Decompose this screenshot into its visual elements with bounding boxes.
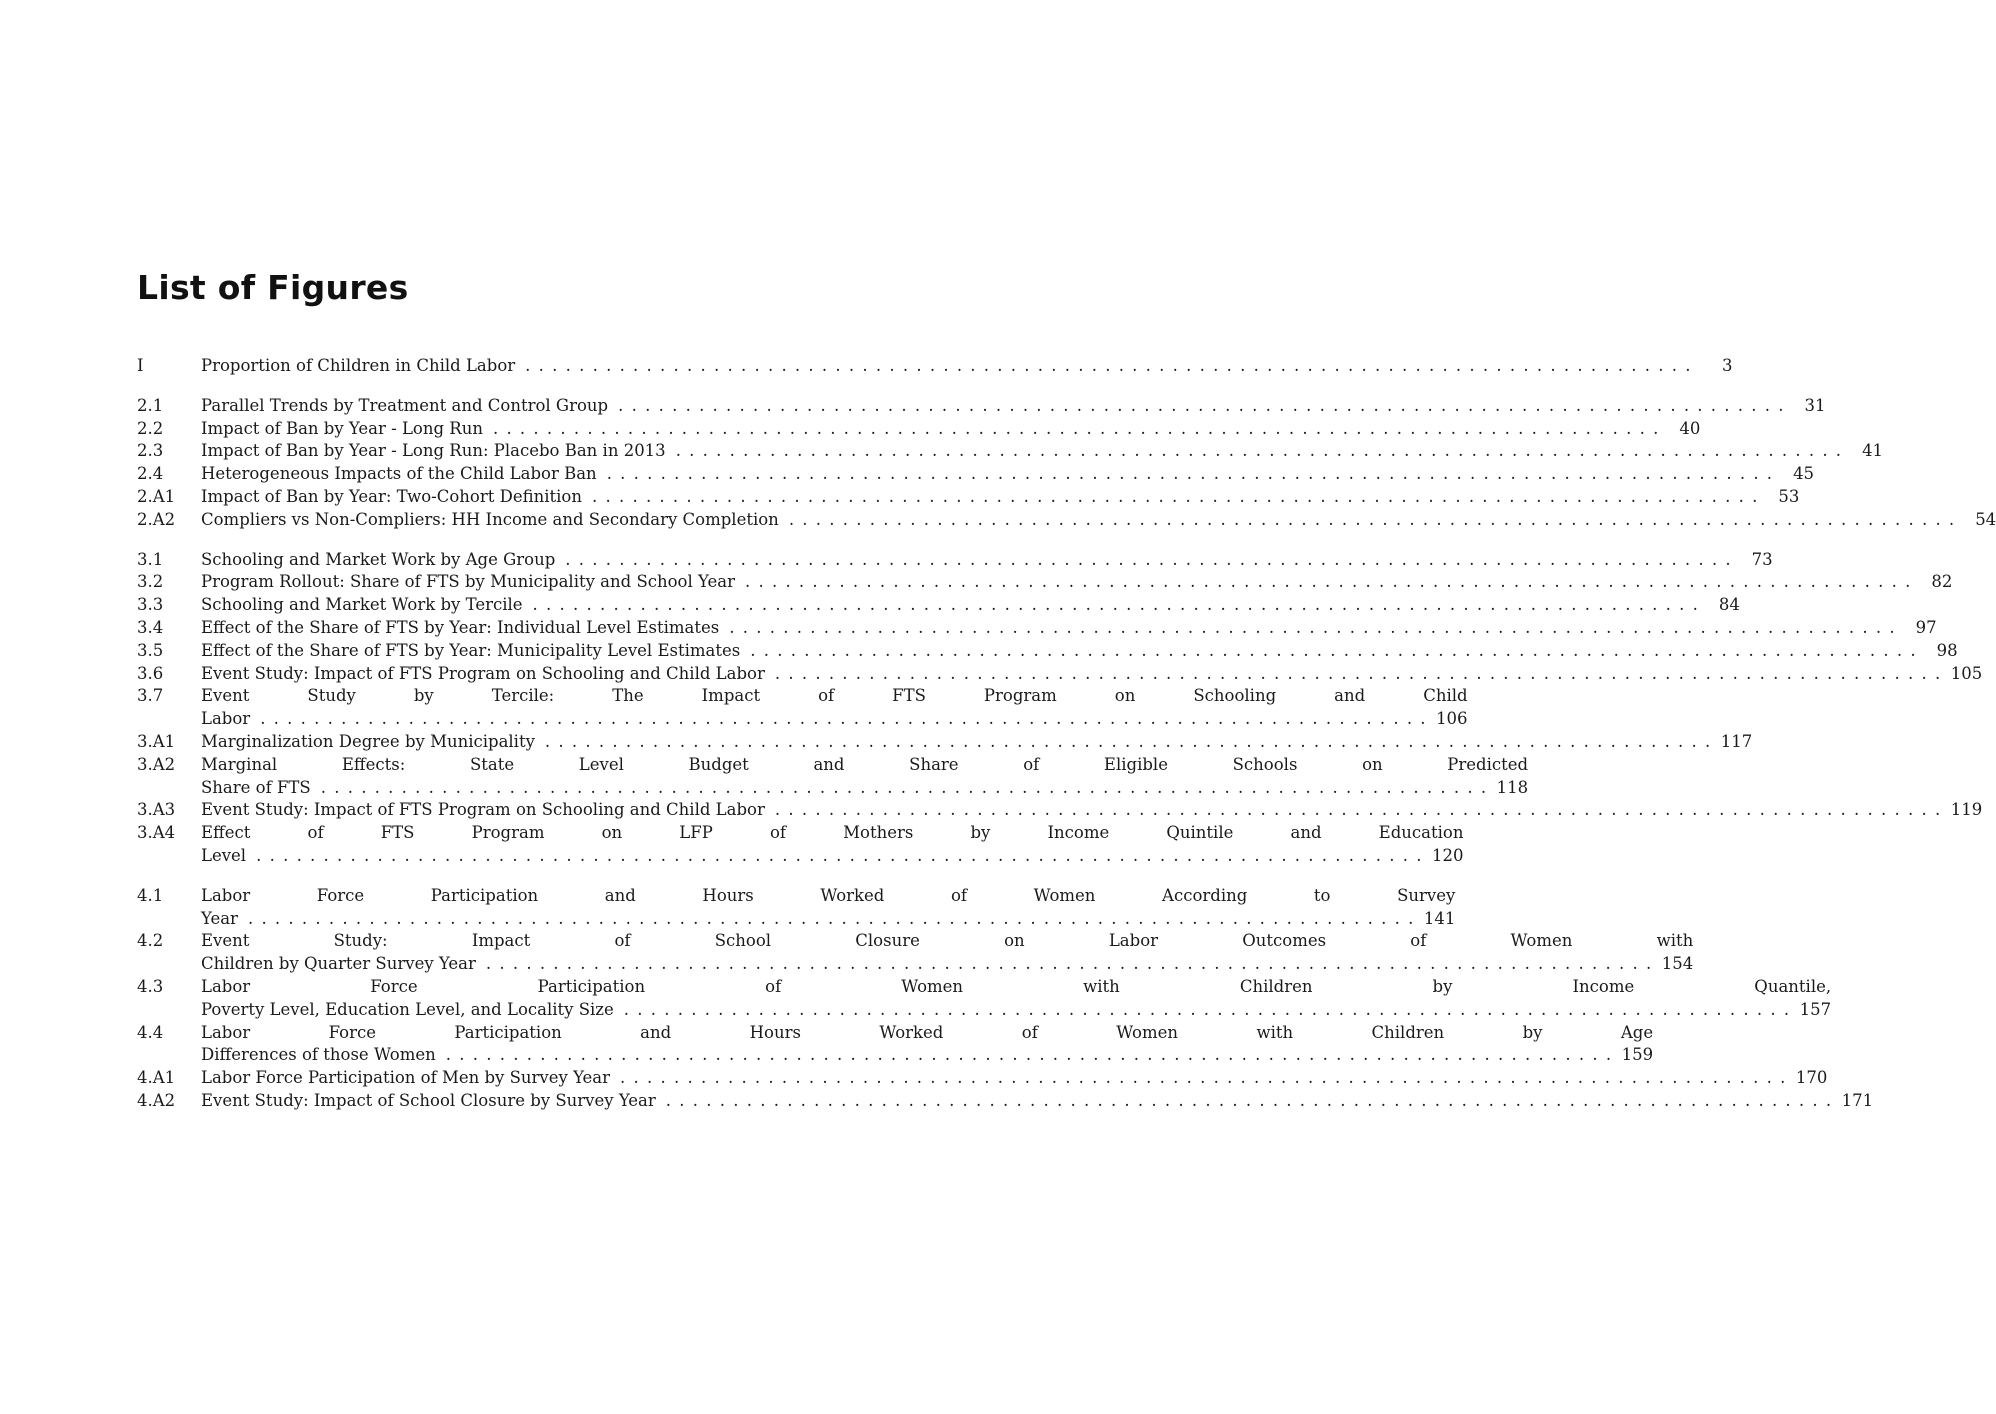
figure-number: I [137,356,144,375]
page-number: 54 [1975,509,1996,529]
figure-title-line: Schooling and Market Work by Tercile [201,595,523,615]
figure-title-line: Event Study: Impact of School Closure by Survey Year [201,1090,656,1110]
figure-title-line: Proportion of Children in Child Labor [201,356,516,375]
page-number: 170 [1795,1068,1828,1088]
page-number: 53 [1778,486,1800,506]
figure-number: 4.A1 [137,1068,176,1088]
dot-leader [620,1067,1785,1090]
figure-number: 4.3 [137,976,164,996]
figure-group [137,885,1874,1113]
figure-title-line: Labor Force Participation and Hours Worked of Women with Children by Age [201,1022,1654,1042]
figure-entry[interactable] [137,1022,1654,1068]
figure-title-line: Schooling and Market Work by Age Group [201,549,556,569]
figure-title-line: Labor Force Participation and Hours Worked of Women According to Survey [201,885,1456,905]
figure-title-line: Effect of the Share of FTS by Year: Individual Level Estimates [201,617,720,637]
figure-title-line: Poverty Level, Education Level, and Locality Size [201,999,614,1019]
figure-entry[interactable] [137,395,1826,418]
page-number: 31 [1804,395,1826,415]
figure-entry[interactable] [137,440,1884,463]
page-number: 141 [1423,908,1456,928]
figure-title-line: Parallel Trends by Treatment and Control Group [201,395,609,415]
figure-number: 3.A1 [137,731,176,751]
figure-entry[interactable] [137,418,1701,441]
figure-number: 2.A1 [137,486,176,506]
dot-leader [486,953,1651,976]
page-number: 3 [1722,356,1733,375]
figure-title-line: Differences of those Women [201,1045,436,1065]
figure-entry[interactable] [137,594,1740,617]
figure-number: 4.A2 [137,1090,176,1110]
page-number: 117 [1720,731,1753,751]
figure-entry[interactable] [137,617,1937,640]
figure-title-line: Year [201,908,238,928]
figure-group [137,549,1983,868]
figure-number: 4.2 [137,931,164,951]
dot-leader [260,708,1425,731]
dot-leader [750,640,1915,663]
figure-number: 3.5 [137,640,164,660]
page-number: 105 [1950,663,1983,683]
figure-entry[interactable] [137,663,1983,686]
dot-leader [775,799,1940,822]
figure-number: 3.3 [137,595,164,615]
figure-title-line: Heterogeneous Impacts of the Child Labor Ban [201,464,597,484]
page-number: 159 [1621,1045,1654,1065]
figure-group [137,395,1996,532]
figure-entry[interactable] [137,549,1773,572]
figure-title-line: Impact of Ban by Year - Long Run [201,418,483,438]
page-number: 41 [1862,441,1884,461]
figure-number: 3.A2 [137,754,176,774]
figure-number: 3.7 [137,686,164,706]
page-number: 40 [1679,418,1701,438]
figure-title-line: Marginal Effects: State Level Budget and Share of Eligible Schools on Predicted [201,754,1529,774]
figure-entry[interactable] [137,754,1529,800]
dot-leader [256,845,1421,868]
figure-entry[interactable] [137,463,1815,486]
page-number: 120 [1431,845,1464,865]
dot-leader [789,509,1954,532]
figure-title-line: Labor Force Participation of Women with Children by Income Quantile, [201,976,1832,996]
figure-entry[interactable] [137,822,1464,868]
figure-number: 2.3 [137,441,164,461]
figure-title-line: Effect of the Share of FTS by Year: Municipality Level Estimates [201,640,741,660]
figure-title-line: Impact of Ban by Year: Two-Cohort Definition [201,486,582,506]
figure-title-line: Children by Quarter Survey Year [201,954,476,974]
figure-title-line: Labor [201,709,251,729]
dot-leader [533,594,1698,617]
figure-title-line: Share of FTS [201,777,311,797]
dot-leader [446,1044,1611,1067]
page-number: 73 [1751,549,1773,569]
dot-leader [248,908,1413,931]
page-number: 45 [1793,464,1815,484]
dot-leader [565,549,1730,572]
figure-number: 3.A3 [137,800,176,820]
figure-number: 2.A2 [137,509,176,529]
dot-leader [525,355,1690,378]
figure-number: 3.4 [137,617,164,637]
figure-entry[interactable] [137,355,1733,378]
page-number: 106 [1436,709,1468,729]
page-number: 98 [1936,640,1958,660]
figure-entry[interactable] [137,976,1832,1022]
page-number: 154 [1661,954,1694,974]
page-number: 118 [1496,777,1529,797]
figure-group [137,355,1733,378]
figure-entry[interactable] [137,799,1983,822]
figure-title-line: Effect of FTS Program on LFP of Mothers by Income Quintile and Education [201,823,1464,843]
dot-leader [321,777,1486,800]
page-number: 171 [1841,1090,1874,1110]
dot-leader [618,395,1783,418]
figure-title-line: Level [201,845,247,865]
dot-leader [666,1090,1831,1113]
figure-number: 4.1 [137,885,164,905]
figure-number: 2.1 [137,395,164,415]
figure-entry[interactable] [137,1090,1874,1113]
page-number: 97 [1915,617,1937,637]
figure-number: 4.4 [137,1022,164,1042]
figure-number: 3.2 [137,572,164,592]
figure-title-line: Event Study: Impact of School Closure on Labor Outcomes of Women with [201,931,1694,951]
dot-leader [729,617,1894,640]
dot-leader [775,663,1940,686]
dot-leader [592,486,1757,509]
figure-title-line: Marginalization Degree by Municipality [201,731,535,751]
figure-title-line: Compliers vs Non-Compliers: HH Income and Secondary Completion [201,509,779,529]
figure-entry[interactable] [137,486,1800,509]
dot-leader [545,731,1710,754]
figure-entry[interactable] [137,685,1468,731]
figure-number: 3.6 [137,663,164,683]
dot-leader [676,440,1841,463]
figure-entry[interactable] [137,640,1958,663]
figure-number: 2.2 [137,418,164,438]
figure-entry[interactable] [137,571,1953,594]
figure-entry[interactable] [137,509,1996,532]
figure-number: 3.1 [137,549,164,569]
list-of-figures [137,355,1996,1113]
dot-leader [745,571,1910,594]
figure-title-line: Impact of Ban by Year - Long Run: Placebo Ban in 2013 [201,441,666,461]
figure-number: 2.4 [137,464,164,484]
figure-entry[interactable] [137,1067,1828,1090]
page-number: 157 [1799,999,1832,1019]
dot-leader [493,418,1658,441]
page-number: 84 [1718,595,1740,615]
figure-entry[interactable] [137,930,1694,976]
figure-title-line: Labor Force Participation of Men by Survey Year [201,1068,611,1088]
figure-entry[interactable] [137,731,1753,754]
dot-leader [607,463,1772,486]
page-number: 119 [1950,800,1983,820]
page-number: 82 [1931,572,1953,592]
dot-leader [624,999,1789,1022]
figure-title-line: Event Study by Tercile: The Impact of FTS Program on Schooling and Child [201,686,1468,706]
figure-title-line: Program Rollout: Share of FTS by Municipality and School Year [201,572,735,592]
figure-title-line: Event Study: Impact of FTS Program on Schooling and Child Labor [201,663,765,683]
figure-number: 3.A4 [137,823,176,843]
page-title: List of Figures [137,268,409,307]
figure-entry[interactable] [137,885,1456,931]
figure-title-line: Event Study: Impact of FTS Program on Schooling and Child Labor [201,800,765,820]
